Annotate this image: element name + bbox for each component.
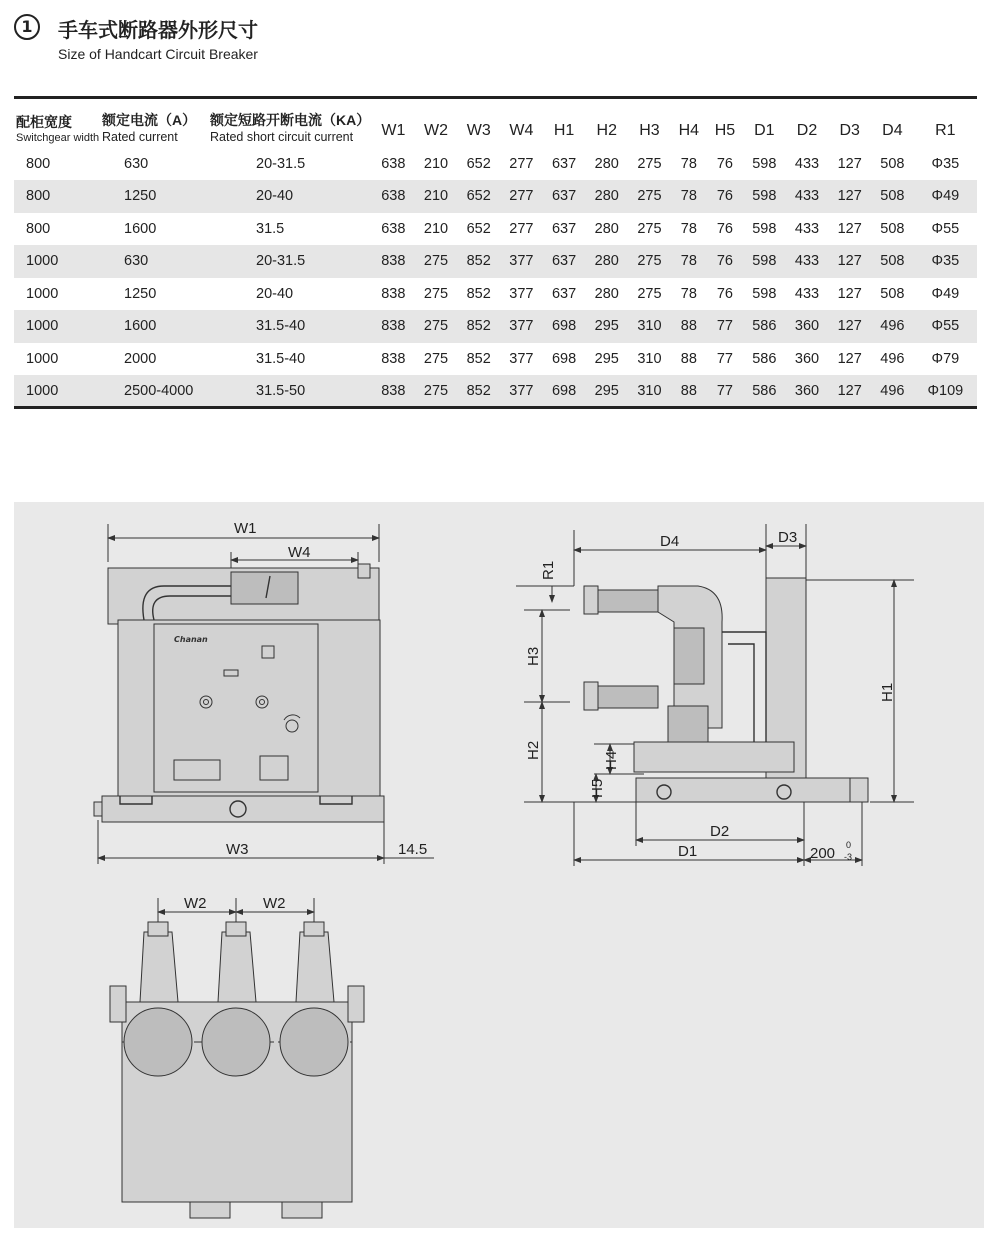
table-cell: 1250 — [124, 188, 157, 205]
dim-tol-label: 200 — [810, 845, 836, 862]
table-cell: 586 — [752, 350, 777, 367]
section-number: 1 — [14, 14, 40, 40]
dim-w2a-label: W2 — [184, 895, 207, 912]
table-cell: 78 — [680, 220, 697, 237]
dim-r1-label: R1 — [540, 560, 557, 580]
dim-tol-upper: 0 — [846, 840, 852, 850]
table-header-row — [14, 98, 977, 148]
table-cell: 360 — [794, 350, 820, 367]
col-w3: W3 — [466, 121, 491, 139]
table-cell: 652 — [466, 155, 491, 172]
table-cell: 31.5-40 — [256, 350, 306, 367]
col-h2: H2 — [596, 121, 617, 139]
table-cell: 433 — [794, 220, 820, 237]
dim-w2b-label: W2 — [263, 895, 286, 912]
table-cell: 280 — [594, 253, 619, 270]
table-cell: 637 — [551, 253, 577, 270]
table-cell: 630 — [124, 155, 149, 172]
table-cell: 275 — [637, 220, 662, 237]
table-cell: 377 — [509, 285, 534, 302]
table-cell: 586 — [752, 318, 777, 335]
col-w2: W2 — [424, 121, 449, 139]
technical-drawing-area — [14, 502, 984, 1228]
table-cell: 77 — [716, 350, 733, 367]
table-row — [14, 278, 977, 311]
table-cell: 127 — [837, 318, 862, 335]
table-cell: 20-31.5 — [256, 253, 306, 270]
dim-d4-label: D4 — [660, 533, 680, 550]
side-view — [516, 524, 914, 866]
table-cell: 838 — [381, 318, 406, 335]
table-cell: 852 — [466, 350, 491, 367]
technical-drawing — [14, 502, 984, 1228]
table-cell: 1600 — [124, 318, 157, 335]
table-cell: Φ109 — [927, 382, 964, 399]
table-cell: 377 — [509, 318, 534, 335]
col-rated-short-circuit: 额定短路开断电流（KA） Rated short circuit current — [210, 111, 371, 144]
table-cell: 586 — [752, 382, 777, 399]
table-cell: 698 — [551, 318, 577, 335]
table-cell: Φ35 — [931, 155, 960, 172]
dim-w1-label: W1 — [234, 520, 257, 537]
table-cell: 275 — [637, 155, 662, 172]
table-cell: 598 — [752, 253, 777, 270]
table-cell: 77 — [716, 318, 733, 335]
table-cell: 496 — [880, 382, 905, 399]
table-cell: 76 — [716, 253, 733, 270]
table-cell: 638 — [381, 220, 406, 237]
table-cell: 78 — [680, 253, 697, 270]
table-cell: 127 — [837, 220, 862, 237]
table-cell: 360 — [794, 382, 820, 399]
table-cell: 1000 — [26, 318, 59, 335]
table-cell: 20-40 — [256, 285, 294, 302]
table-cell: 76 — [716, 220, 733, 237]
col-d2: D2 — [796, 121, 818, 139]
col-h3: H3 — [639, 121, 660, 139]
table-cell: 76 — [716, 285, 733, 302]
table-cell: 652 — [466, 220, 491, 237]
table-cell: 508 — [880, 285, 905, 302]
table-cell: Φ49 — [931, 285, 960, 302]
table-cell: 277 — [509, 220, 534, 237]
table-cell: 2000 — [124, 350, 157, 367]
table-cell: 508 — [880, 188, 905, 205]
dim-d1-label: D1 — [678, 843, 698, 860]
table-cell: Φ55 — [931, 318, 960, 335]
table-cell: 210 — [423, 220, 449, 237]
table-cell: 433 — [794, 253, 820, 270]
top-view — [110, 895, 364, 1218]
table-cell: 838 — [381, 285, 406, 302]
table-cell: 295 — [594, 318, 619, 335]
table-cell: 210 — [423, 188, 449, 205]
table-cell: 310 — [637, 382, 662, 399]
table-cell: 377 — [509, 350, 534, 367]
col-r1: R1 — [935, 121, 956, 139]
dim-h4-label: H4 — [603, 750, 620, 770]
table-cell: 277 — [509, 155, 534, 172]
table-cell: 127 — [837, 350, 862, 367]
table-cell: 280 — [594, 285, 619, 302]
table-cell: 377 — [509, 253, 534, 270]
col-w4: W4 — [509, 121, 534, 139]
table-cell: Φ79 — [931, 350, 960, 367]
table-cell: 496 — [880, 350, 905, 367]
col-h5: H5 — [714, 121, 736, 139]
col-w1: W1 — [381, 121, 406, 139]
table-cell: 638 — [381, 188, 406, 205]
table-cell: 127 — [837, 155, 862, 172]
table-cell: 852 — [466, 382, 491, 399]
col-d1: D1 — [754, 121, 775, 139]
table-cell: 310 — [637, 350, 662, 367]
table-row — [14, 375, 977, 408]
table-row — [14, 148, 977, 181]
table-cell: 598 — [752, 155, 777, 172]
table-cell: 127 — [837, 285, 862, 302]
table-cell: 76 — [716, 155, 733, 172]
table-cell: 433 — [794, 155, 820, 172]
table-cell: 852 — [466, 253, 491, 270]
table-cell: 275 — [637, 253, 662, 270]
dimension-table — [14, 96, 977, 409]
table-cell: 310 — [637, 318, 662, 335]
dim-h3-label: H3 — [525, 646, 542, 666]
table-cell: 31.5 — [256, 220, 285, 237]
table-cell: 295 — [594, 382, 619, 399]
col-h1: H1 — [553, 121, 575, 139]
dim-w3-label: W3 — [226, 841, 249, 858]
table-cell: 698 — [551, 382, 577, 399]
table-cell: 76 — [716, 188, 733, 205]
dim-d2-label: D2 — [710, 823, 730, 840]
section-title-en: Size of Handcart Circuit Breaker — [58, 46, 258, 62]
table-cell: Φ35 — [931, 253, 960, 270]
table-cell: 277 — [509, 188, 534, 205]
table-cell: 275 — [423, 285, 449, 302]
table-row — [14, 310, 977, 343]
table-cell: 280 — [594, 155, 619, 172]
table-cell: 2500-4000 — [124, 382, 194, 399]
table-cell: 433 — [794, 188, 820, 205]
table-cell: 210 — [423, 155, 449, 172]
table-cell: 275 — [637, 285, 662, 302]
table-cell: 20-31.5 — [256, 155, 306, 172]
table-cell: 88 — [680, 318, 697, 335]
col-switchgear-width: 配柜宽度 Switchgear width — [16, 113, 100, 144]
table-cell: 88 — [680, 350, 697, 367]
table-cell: 295 — [594, 350, 619, 367]
table-cell: 852 — [466, 285, 491, 302]
table-cell: 852 — [466, 318, 491, 335]
table-cell: 508 — [880, 155, 905, 172]
dim-tol-lower: -3 — [844, 852, 853, 862]
table-cell: 127 — [837, 382, 862, 399]
dim-h2-label: H2 — [525, 740, 542, 760]
col-rated-current: 额定电流（A） Rated current — [102, 111, 197, 144]
table-cell: 275 — [423, 253, 449, 270]
col-d4: D4 — [882, 121, 903, 139]
table-cell: 31.5-50 — [256, 382, 306, 399]
table-cell: 78 — [680, 188, 697, 205]
table-cell: 638 — [381, 155, 406, 172]
table-cell: 508 — [880, 220, 905, 237]
table-cell: 637 — [551, 220, 577, 237]
table-row — [14, 213, 977, 246]
table-cell: 637 — [551, 155, 577, 172]
dim-d3-label: D3 — [778, 529, 798, 546]
table-cell: 838 — [381, 350, 406, 367]
table-cell: 1000 — [26, 253, 59, 270]
table-row — [14, 343, 977, 376]
table-cell: 496 — [880, 318, 905, 335]
table-cell: 838 — [381, 382, 406, 399]
table-cell: 275 — [423, 318, 449, 335]
table-row — [14, 180, 977, 213]
table-cell: 275 — [423, 350, 449, 367]
table-cell: 800 — [26, 220, 51, 237]
dim-offset-label: 14.5 — [398, 841, 428, 858]
table-cell: 1000 — [26, 285, 59, 302]
table-cell: 1000 — [26, 382, 59, 399]
table-cell: 598 — [752, 220, 777, 237]
table-cell: 77 — [716, 382, 733, 399]
table-cell: 598 — [752, 188, 777, 205]
table-cell: 652 — [466, 188, 491, 205]
table-cell: 127 — [837, 253, 862, 270]
table-cell: 637 — [551, 285, 577, 302]
table-cell: 598 — [752, 285, 777, 302]
dim-h5-label: H5 — [589, 778, 606, 798]
table-cell: 377 — [509, 382, 534, 399]
table-cell: 698 — [551, 350, 577, 367]
table-cell: 630 — [124, 253, 149, 270]
table-cell: 78 — [680, 155, 697, 172]
table-cell: 1000 — [26, 350, 59, 367]
table-cell: 78 — [680, 285, 697, 302]
table-cell: 280 — [594, 188, 619, 205]
table-cell: 280 — [594, 220, 619, 237]
col-h4: H4 — [678, 121, 700, 139]
table-cell: 127 — [837, 188, 862, 205]
table-cell: 838 — [381, 253, 406, 270]
dim-w4-label: W4 — [288, 544, 311, 561]
table-cell: Φ55 — [931, 220, 960, 237]
dim-h1-label: H1 — [879, 682, 896, 702]
table-cell: 1600 — [124, 220, 157, 237]
front-view — [94, 520, 434, 864]
table-cell: 800 — [26, 155, 51, 172]
brand-logo: Chanan — [174, 635, 208, 644]
table-row — [14, 245, 977, 278]
table-cell: 800 — [26, 188, 51, 205]
table-cell: 88 — [680, 382, 697, 399]
table-cell: 360 — [794, 318, 820, 335]
table-cell: 508 — [880, 253, 905, 270]
section-title-cn: 手车式断路器外形尺寸 — [58, 18, 258, 42]
table-cell: 20-40 — [256, 188, 294, 205]
table-cell: 433 — [794, 285, 820, 302]
table-cell: 275 — [637, 188, 662, 205]
table-cell: 275 — [423, 382, 449, 399]
table-cell: 31.5-40 — [256, 318, 306, 335]
table-cell: Φ49 — [931, 188, 960, 205]
table-cell: 637 — [551, 188, 577, 205]
col-d3: D3 — [839, 121, 860, 139]
table-cell: 1250 — [124, 285, 157, 302]
